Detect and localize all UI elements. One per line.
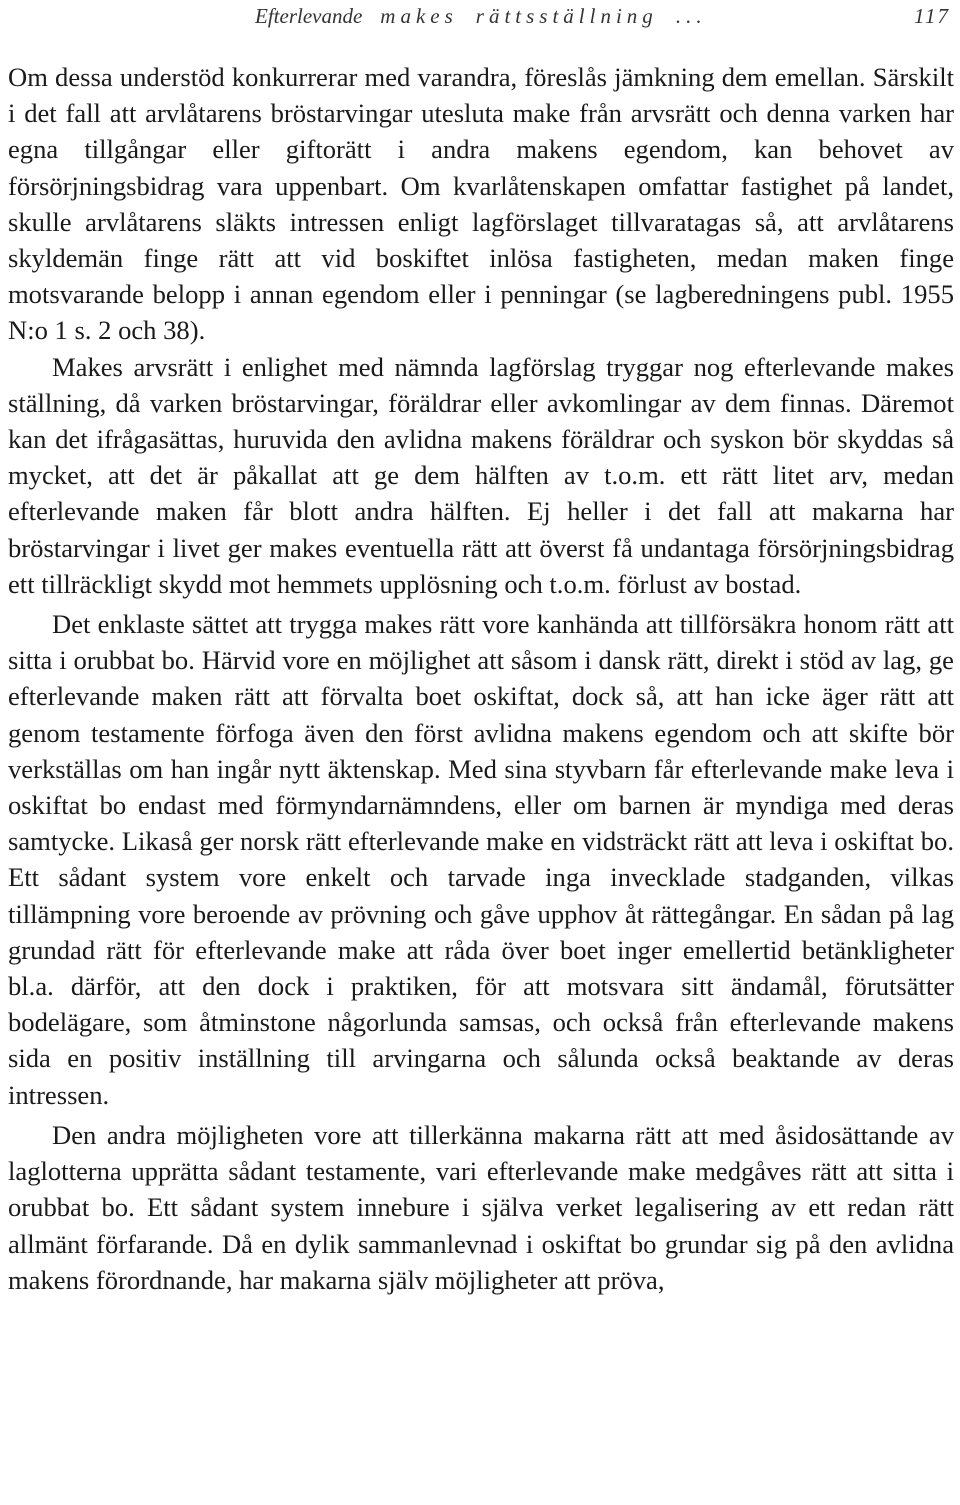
document-page: [8, 0, 954, 1298]
section-word-1: makes: [380, 4, 458, 28]
section-ellipsis: ...: [675, 4, 707, 28]
body-text: [8, 59, 954, 1298]
section-word-2: rättsställning: [475, 4, 658, 28]
running-head-title: [255, 4, 707, 29]
paragraph-4: Den andra möjligheten vore att tillerkänna makarna rätt att med åsidosättande av laglotterna upprätta sådant testamente, vari efterlevande make medgåves rätt att sitta i orubbat bo. Ett sådant system innebure i själva verket legalisering av ett redan rätt allmänt förfarande. Då en dylik sammanlevnad i oskiftat bo grundar sig på den avlidna makens förordnande, har makarna själv möjligheter att pröva,: [8, 1119, 954, 1295]
paragraph-3: Det enklaste sättet att trygga makes rätt vore kanhända att tillförsäkra honom rätt att sitta i orubbat bo. Härvid vore en möjlighet att såsom i dansk rätt, direkt i stöd av lag, ge efterlevande maken rätt att förvalta boet oskiftat, dock så, att han icke äger rätt att genom testamente förfoga även den först avlidna makens egendom och att skifte bör verkställas om han ingår nytt äktenskap. Med sina styvbarn får efterlevande make leva i oskiftat bo endast med förmyndarnämndens, eller om barnen är myndiga med deras samtycke. Likaså ger norsk rätt efterlevande make en vidsträckt rätt att leva i oskiftat bo. Ett sådant system vore enkelt och tarvade inga invecklade stadganden, vilkas tillämpning vore beroende av prövning och gåve upphov åt rättegångar. En sådan på lag grundad rätt för efterlevande make att råda över boet inger emellertid betänkligheter bl.a. därför, att den dock i praktiken, för att motsvara sitt ändamål, förutsätter bodelägare, som åtminstone någorlunda samsas, och också från efterlevande makens sida en positiv inställning till arvingarna och sålunda också beaktande av deras intressen.: [8, 609, 954, 1110]
paragraph-1: Om dessa understöd konkurrerar med varandra, föreslås jämkning dem emellan. Särskilt i det fall att arvlåtarens bröstarvingar utesluta make från arvsrätt och denna varken har egna tillgångar eller giftorätt i andra makens egendom, kan behovet av försörjningsbidrag vara uppenbart. Om kvarlåtenskapen omfattar fastighet på landet, skulle arvlåtarens släkts intressen enligt lagförslaget tillvaratagas så, att arvlåtarens skyldemän finge rätt att vid boskiftet inlösa fastigheten, medan maken finge motsvarande belopp i annan egendom eller i penningar (se lagberedningens publ. 1955 N:o 1 s. 2 och 38).: [8, 62, 954, 346]
running-head: [8, 0, 954, 44]
page-number: 117: [914, 4, 950, 28]
chapter-word: Efterlevande: [255, 4, 363, 28]
paragraph-2: Makes arvsrätt i enlighet med nämnda lagförslag tryggar nog efterlevande makes ställning, då varken bröstarvingar, föräldrar eller avkomlingar av dem finnas. Däremot kan det ifrågasättas, huruvida den avlidna makens föräldrar och syskon bör skyddas så mycket, att det är påkallat att ge dem hälften av t.o.m. ett rätt litet arv, medan efterlevande maken får blott andra hälften. Ej heller i det fall att makarna har bröstarvingar i livet ger makes eventuella rätt att överst få undantaga försörjningsbidrag ett tillräckligt skydd mot hemmets upplösning och t.o.m. förlust av bostad.: [8, 351, 954, 599]
